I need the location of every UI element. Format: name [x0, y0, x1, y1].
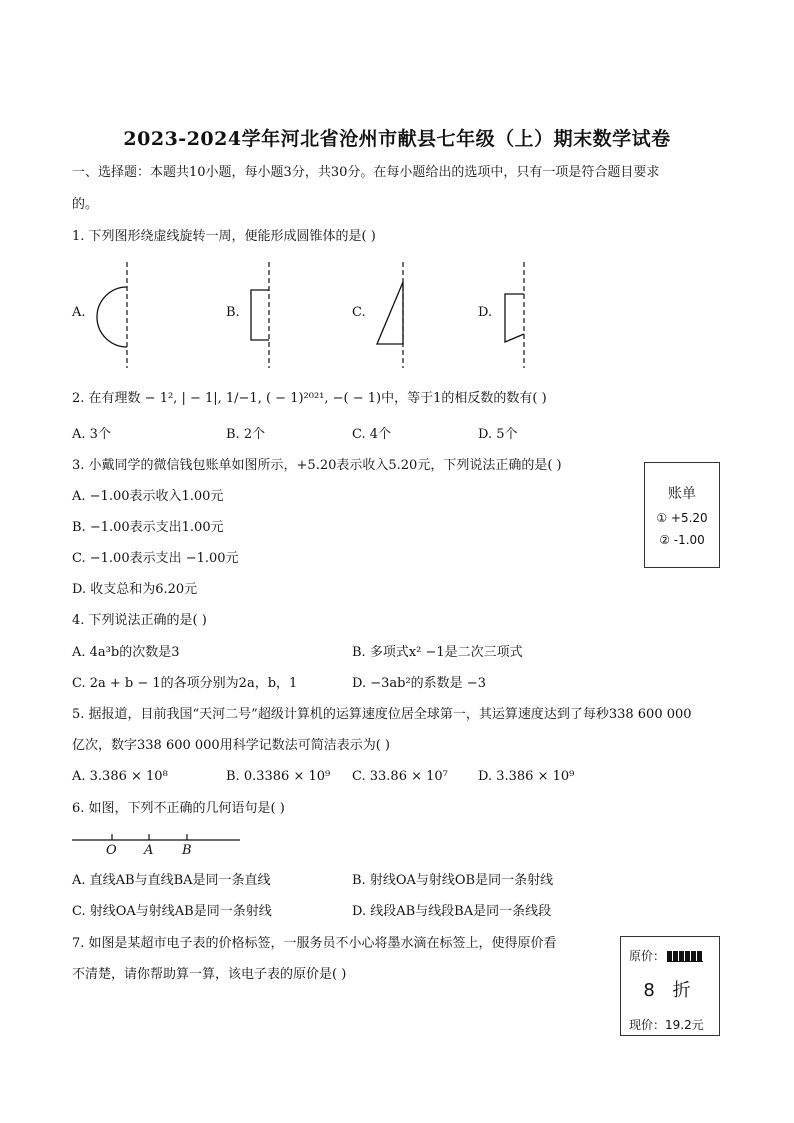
q1-label-d: D. [478, 305, 493, 320]
q1-label-b: B. [226, 305, 240, 320]
point-b-label: B [182, 843, 192, 858]
q4-option-b: B. 多项式x² −1是二次三项式 [352, 645, 523, 660]
question-7-stem: 7. 如图是某超市电子表的价格标签，一服务员不小心将墨水滴在标签上，使得原价看 [72, 936, 557, 951]
q6-line-figure [72, 832, 242, 862]
price-tag-current: 现价：19.2元 [629, 1018, 704, 1032]
point-o-label: O [106, 843, 117, 858]
q4-option-c: C. 2a + b − 1的各项分别为2a，b，1 [72, 676, 298, 691]
bill-box [644, 462, 720, 568]
original-price-label: 原价： [629, 949, 666, 963]
question-5-stem-cont: 亿次，数字338 600 000用科学记数法可简洁表示为( ) [72, 738, 390, 753]
q5-option-c: C. 33.86 × 10⁷ [352, 769, 448, 784]
q4-option-d: D. −3ab²的系数是 −3 [352, 676, 486, 691]
question-2-stem: 2. 在有理数 − 1², | − 1|, 1/−1, ( − 1)²⁰²¹, −( − 1)中，等于1的相反数的数有( ) [72, 391, 547, 406]
q2-option-b: B. 2个 [226, 427, 266, 442]
q5-option-d: D. 3.386 × 10⁹ [478, 769, 575, 784]
q1-figure-d [500, 262, 540, 368]
q4-option-a: A. 4a³b的次数是3 [72, 645, 180, 660]
question-4-stem: 4. 下列说法正确的是( ) [72, 613, 207, 628]
question-6-stem: 6. 如图，下列不正确的几何语句是( ) [72, 801, 285, 816]
q6-option-c: C. 射线OA与射线AB是同一条射线 [72, 904, 272, 919]
q3-option-a: A. −1.00表示收入1.00元 [72, 489, 224, 504]
q6-option-a: A. 直线AB与直线BA是同一条直线 [72, 873, 271, 888]
q2-option-a: A. 3个 [72, 427, 111, 442]
price-tag [620, 936, 720, 1036]
question-7-stem-cont: 不清楚，请你帮助算一算，该电子表的原价是( ) [72, 967, 347, 982]
q3-option-d: D. 收支总和为6.20元 [72, 582, 198, 597]
ink-blot [667, 951, 703, 962]
q1-figure-c [372, 262, 412, 368]
q5-option-a: A. 3.386 × 10⁸ [72, 769, 168, 784]
bill-item-2: ② -1.00 [659, 533, 705, 547]
q2-option-d: D. 5个 [478, 427, 518, 442]
question-3-stem: 3. 小戴同学的微信钱包账单如图所示，+5.20表示收入5.20元，下列说法正确的是( ) [72, 458, 562, 473]
q1-label-c: C. [352, 305, 366, 320]
section-instructions: 一、选择题：本题共10小题，每小题3分，共30分。在每小题给出的选项中，只有一项是符合题目要求 [72, 165, 660, 180]
bill-item-1: ① +5.20 [656, 511, 708, 525]
page-title: 2023-2024学年河北省沧州市献县七年级（上）期末数学试卷 [123, 128, 671, 150]
q3-option-c: C. −1.00表示支出 −1.00元 [72, 551, 239, 566]
q1-figure-b [245, 262, 285, 368]
q1-label-a: A. [72, 305, 86, 320]
q6-option-d: D. 线段AB与线段BA是同一条线段 [352, 904, 552, 919]
q6-option-b: B. 射线OA与射线OB是同一条射线 [352, 873, 554, 888]
bill-title: 账单 [668, 486, 696, 502]
price-tag-original [621, 947, 719, 964]
q3-option-b: B. −1.00表示支出1.00元 [72, 520, 224, 535]
question-5-stem: 5. 据报道，目前我国“天河二号”超级计算机的运算速度位居全球第一，其运算速度达到了每秒338 600 000 [72, 707, 692, 722]
price-tag-discount: 8 折 [643, 980, 697, 1001]
q2-option-c: C. 4个 [352, 427, 392, 442]
q5-option-b: B. 0.3386 × 10⁹ [226, 769, 331, 784]
question-1-stem: 1. 下列图形绕虚线旋转一周，便能形成圆锥体的是( ) [72, 229, 376, 244]
point-a-label: A [144, 843, 154, 858]
q1-figure-a [90, 262, 140, 368]
section-instructions-cont: 的。 [72, 197, 99, 212]
